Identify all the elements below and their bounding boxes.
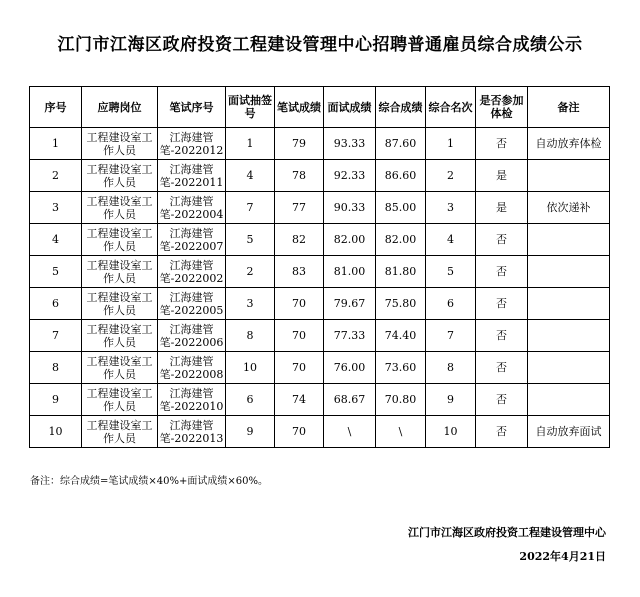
cell-exam: 否 [476,128,528,160]
header-no: 序号 [30,87,82,128]
cell-post: 工程建设室工作人员 [82,384,158,416]
table-row [30,128,610,160]
publish-date: 2022年4月21日 [519,550,606,563]
cell-no: 2 [30,160,82,192]
cell-no: 10 [30,416,82,448]
cell-rank: 2 [426,160,476,192]
cell-written: 83 [275,256,324,288]
table-body [30,128,610,448]
cell-rank: 8 [426,352,476,384]
table-row [30,416,610,448]
cell-post: 工程建设室工作人员 [82,192,158,224]
header-exam: 是否参加体检 [476,87,528,128]
cell-interview: 93.33 [324,128,376,160]
table-header-row [30,87,610,128]
cell-remark: 依次递补 [528,192,610,224]
cell-written: 77 [275,192,324,224]
cell-post: 工程建设室工作人员 [82,160,158,192]
cell-interview: 79.67 [324,288,376,320]
cell-total: 75.80 [376,288,426,320]
cell-post: 工程建设室工作人员 [82,352,158,384]
cell-remark [528,288,610,320]
cell-no: 9 [30,384,82,416]
cell-exam-no: 江海建管笔-2022004 [158,192,226,224]
cell-lot: 9 [226,416,275,448]
cell-interview: 68.67 [324,384,376,416]
cell-post: 工程建设室工作人员 [82,288,158,320]
cell-exam: 是 [476,160,528,192]
cell-remark [528,256,610,288]
header-remark: 备注 [528,87,610,128]
cell-exam-no: 江海建管笔-2022012 [158,128,226,160]
cell-remark [528,224,610,256]
cell-exam: 否 [476,416,528,448]
cell-remark [528,320,610,352]
cell-exam: 否 [476,224,528,256]
cell-remark [528,352,610,384]
cell-rank: 4 [426,224,476,256]
cell-interview: 81.00 [324,256,376,288]
cell-exam-no: 江海建管笔-2022013 [158,416,226,448]
cell-lot: 10 [226,352,275,384]
cell-exam-no: 江海建管笔-2022005 [158,288,226,320]
cell-written: 70 [275,352,324,384]
header-lot: 面试抽签号 [226,87,275,128]
cell-exam-no: 江海建管笔-2022011 [158,160,226,192]
cell-written: 78 [275,160,324,192]
cell-no: 1 [30,128,82,160]
cell-remark: 自动放弃面试 [528,416,610,448]
cell-interview: 76.00 [324,352,376,384]
cell-lot: 7 [226,192,275,224]
cell-total: 70.80 [376,384,426,416]
issuing-organization: 江门市江海区政府投资工程建设管理中心 [408,526,606,539]
header-post: 应聘岗位 [82,87,158,128]
cell-rank: 1 [426,128,476,160]
cell-interview: 90.33 [324,192,376,224]
cell-written: 70 [275,320,324,352]
table-row [30,288,610,320]
cell-total: \ [376,416,426,448]
cell-remark [528,160,610,192]
cell-lot: 8 [226,320,275,352]
cell-rank: 5 [426,256,476,288]
header-exam-no: 笔试序号 [158,87,226,128]
cell-post: 工程建设室工作人员 [82,128,158,160]
cell-post: 工程建设室工作人员 [82,416,158,448]
cell-post: 工程建设室工作人员 [82,224,158,256]
cell-remark [528,384,610,416]
page-title: 江门市江海区政府投资工程建设管理中心招聘普通雇员综合成绩公示 [57,35,583,55]
cell-no: 8 [30,352,82,384]
cell-exam: 否 [476,288,528,320]
table-row [30,352,610,384]
cell-interview: 82.00 [324,224,376,256]
cell-no: 5 [30,256,82,288]
cell-exam: 是 [476,192,528,224]
cell-lot: 3 [226,288,275,320]
table-row [30,192,610,224]
cell-interview: 92.33 [324,160,376,192]
cell-total: 82.00 [376,224,426,256]
cell-exam-no: 江海建管笔-2022006 [158,320,226,352]
cell-written: 70 [275,416,324,448]
cell-written: 70 [275,288,324,320]
cell-exam-no: 江海建管笔-2022002 [158,256,226,288]
cell-exam: 否 [476,256,528,288]
cell-total: 85.00 [376,192,426,224]
header-written: 笔试成绩 [275,87,324,128]
cell-no: 3 [30,192,82,224]
cell-rank: 7 [426,320,476,352]
cell-exam: 否 [476,384,528,416]
cell-exam-no: 江海建管笔-2022007 [158,224,226,256]
cell-exam-no: 江海建管笔-2022008 [158,352,226,384]
cell-lot: 1 [226,128,275,160]
cell-lot: 6 [226,384,275,416]
cell-written: 74 [275,384,324,416]
footnote: 备注：综合成绩=笔试成绩×40%+面试成绩×60%。 [30,476,268,487]
table-row [30,384,610,416]
header-rank: 综合名次 [426,87,476,128]
cell-lot: 4 [226,160,275,192]
cell-lot: 5 [226,224,275,256]
cell-exam-no: 江海建管笔-2022010 [158,384,226,416]
cell-no: 4 [30,224,82,256]
cell-rank: 10 [426,416,476,448]
header-interview: 面试成绩 [324,87,376,128]
cell-total: 74.40 [376,320,426,352]
table-row [30,256,610,288]
score-table [29,86,610,448]
cell-written: 82 [275,224,324,256]
cell-post: 工程建设室工作人员 [82,256,158,288]
cell-exam: 否 [476,320,528,352]
cell-total: 81.80 [376,256,426,288]
cell-post: 工程建设室工作人员 [82,320,158,352]
cell-rank: 6 [426,288,476,320]
cell-total: 73.60 [376,352,426,384]
cell-no: 7 [30,320,82,352]
cell-interview: 77.33 [324,320,376,352]
cell-total: 87.60 [376,128,426,160]
cell-rank: 3 [426,192,476,224]
cell-total: 86.60 [376,160,426,192]
cell-no: 6 [30,288,82,320]
cell-rank: 9 [426,384,476,416]
cell-exam: 否 [476,352,528,384]
table-row [30,224,610,256]
cell-lot: 2 [226,256,275,288]
table-row [30,160,610,192]
table-row [30,320,610,352]
cell-interview: \ [324,416,376,448]
cell-written: 79 [275,128,324,160]
header-total: 综合成绩 [376,87,426,128]
cell-remark: 自动放弃体检 [528,128,610,160]
